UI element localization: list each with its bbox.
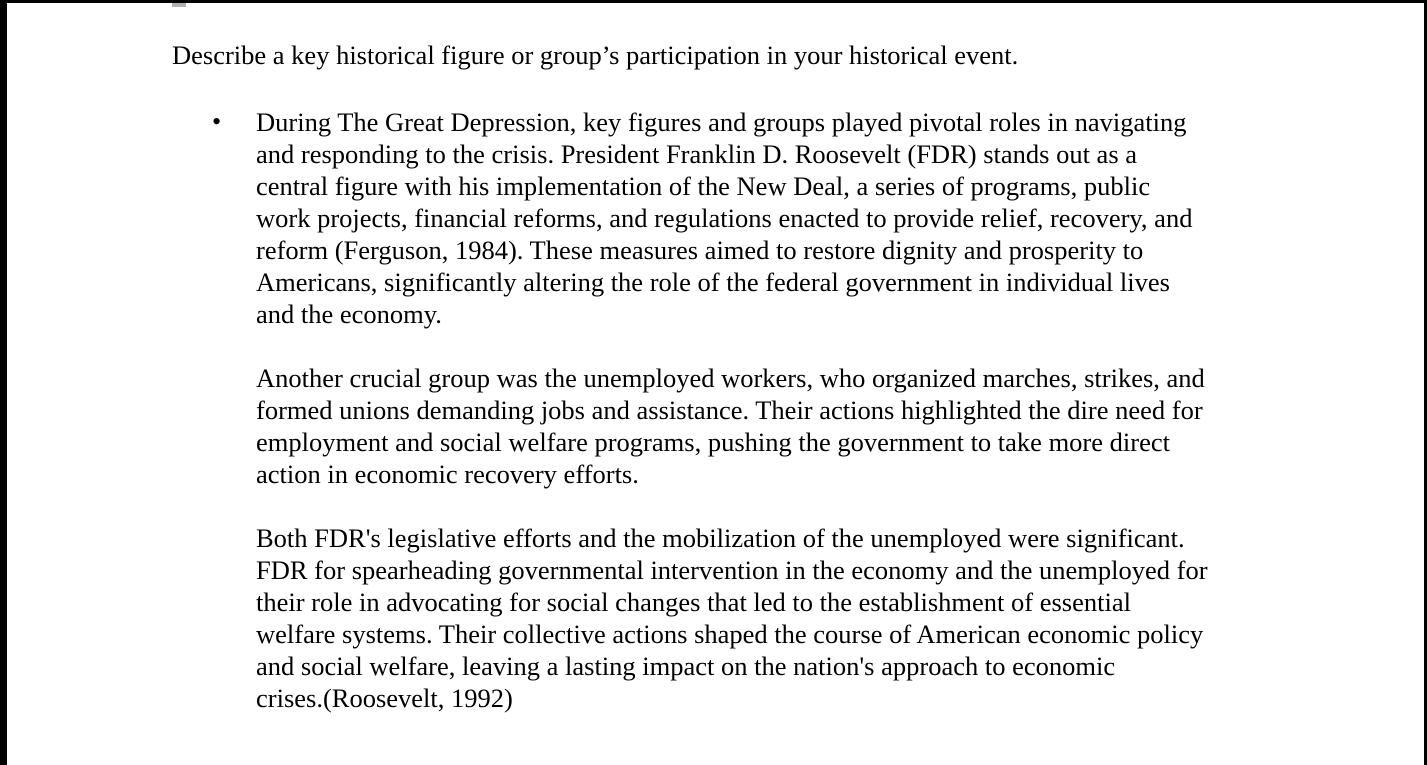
paragraph-new-deal <box>256 106 1276 330</box>
text-line: FDR for spearheading governmental intervention in the economy and the unemployed for <box>256 555 1208 585</box>
text-line: action in economic recovery efforts. <box>256 459 639 489</box>
text-line: their role in advocating for social changes that led to the establishment of essential <box>256 587 1131 617</box>
text-line: crises.(Roosevelt, 1992) <box>256 683 513 713</box>
text-line: central figure with his implementation of the New Deal, a series of programs, public <box>256 171 1151 201</box>
text-line: reform (Ferguson, 1984). These measures aimed to restore dignity and prosperity to <box>256 235 1144 265</box>
text-line: Both FDR's legislative efforts and the mobilization of the unemployed were significant. <box>256 523 1185 553</box>
paragraph-conclusion <box>256 522 1276 714</box>
text-line: and responding to the crisis. President Franklin D. Roosevelt (FDR) stands out as a <box>256 139 1138 169</box>
text-line: and social welfare, leaving a lasting impact on the nation's approach to economic <box>256 651 1116 681</box>
paragraph-unemployed-workers <box>256 362 1276 490</box>
answer-block <box>256 106 1276 746</box>
text-line: work projects, financial reforms, and regulations enacted to provide relief, recovery, and <box>256 203 1193 233</box>
document-page[interactable] <box>7 3 1424 765</box>
text-line: and the economy. <box>256 299 442 329</box>
text-line: formed unions demanding jobs and assistance. Their actions highlighted the dire need for <box>256 395 1203 425</box>
bullet-point: • <box>212 107 222 136</box>
prompt-question: Describe a key historical figure or group’s participation in your historical event. <box>172 40 1019 70</box>
text-line: welfare systems. Their collective actions shaped the course of American economic policy <box>256 619 1204 649</box>
text-line: employment and social welfare programs, pushing the government to take more direct <box>256 427 1170 457</box>
text-line: During The Great Depression, key figures and groups played pivotal roles in navigating <box>256 107 1187 137</box>
text-line: Americans, significantly altering the role of the federal government in individual lives <box>256 267 1170 297</box>
text-line: Another crucial group was the unemployed workers, who organized marches, strikes, and <box>256 363 1205 393</box>
